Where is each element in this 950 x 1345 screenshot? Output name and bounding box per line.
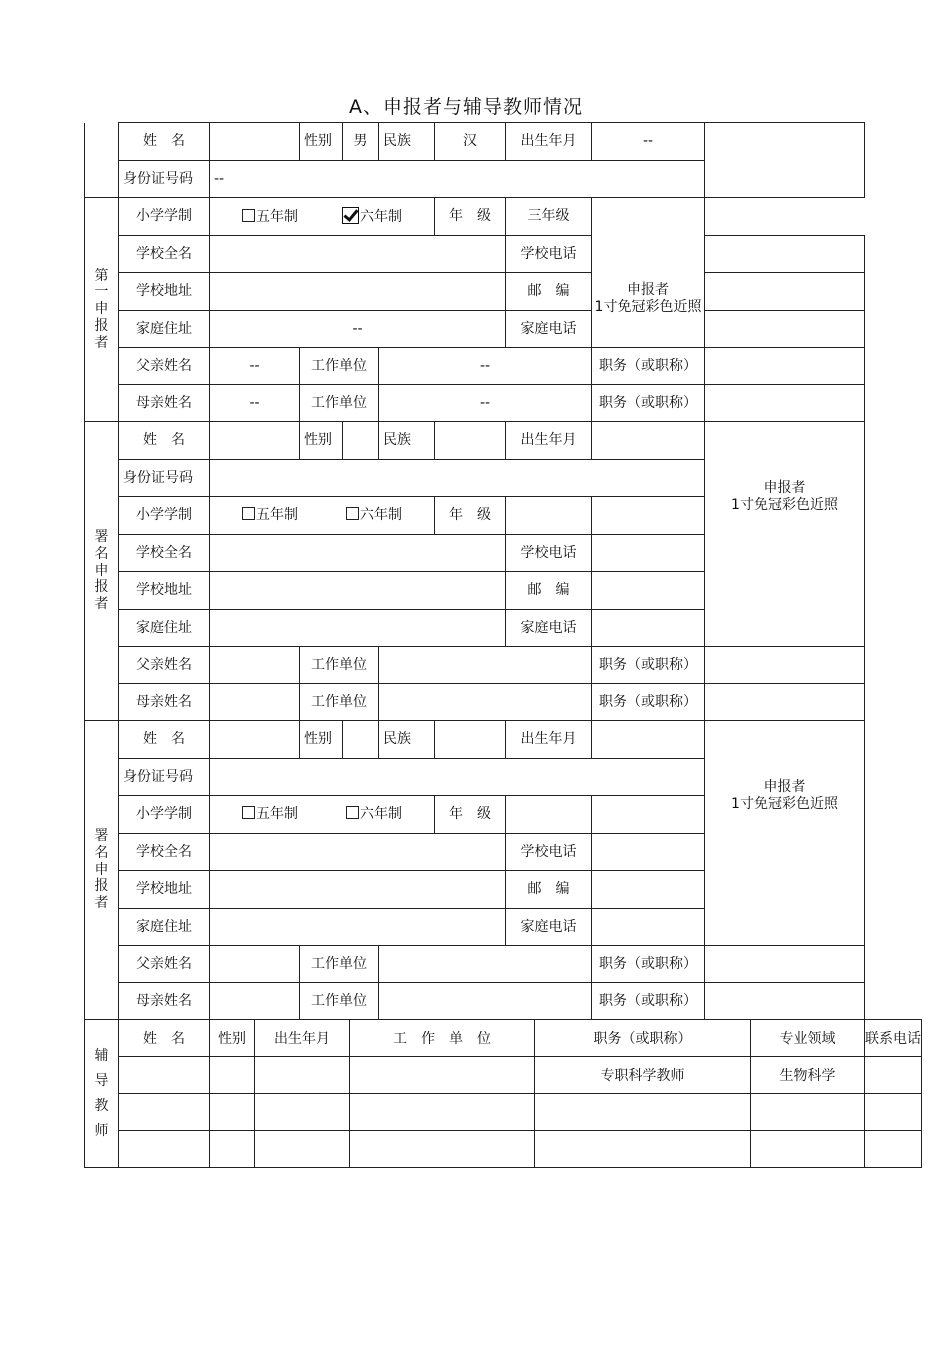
father-position-value[interactable] [705, 946, 865, 983]
school-address-label: 学校地址 [119, 273, 210, 311]
photo-placeholder [592, 198, 705, 348]
school-system-options [210, 796, 435, 834]
school-name-label: 学校全名 [119, 834, 210, 871]
teacher-cell[interactable] [119, 1057, 210, 1094]
teacher-cell[interactable] [255, 1094, 350, 1131]
school-phone-label: 学校电话 [506, 535, 592, 572]
teacher-header-5: 专业领域 [751, 1020, 865, 1057]
mother-label: 母亲姓名 [119, 684, 210, 721]
checkbox-icon[interactable] [346, 806, 359, 819]
teacher-header-6: 联系电话 [865, 1020, 922, 1057]
home-phone-label: 家庭电话 [506, 610, 592, 647]
father-label: 父亲姓名 [119, 946, 210, 983]
checkbox-icon[interactable] [242, 507, 255, 520]
school-address-value[interactable] [210, 871, 506, 909]
mother-work-unit-value[interactable] [379, 983, 592, 1020]
teacher-table [84, 1019, 922, 1168]
birth-value[interactable]: -- [592, 123, 705, 161]
mother-position-value[interactable] [705, 983, 865, 1020]
name-label: 姓 名 [119, 422, 210, 460]
photo-label: 申报者 [627, 282, 669, 298]
home-phone-value[interactable] [592, 610, 705, 647]
postcode-label: 邮 编 [506, 273, 592, 311]
gender-label: 性别 [300, 123, 343, 161]
checkbox-icon[interactable] [346, 507, 359, 520]
id-value[interactable] [210, 759, 705, 796]
id-label: 身份证号码 [119, 759, 210, 796]
photo-top-blank [705, 123, 865, 198]
mother-work-unit-label: 工作单位 [300, 983, 379, 1020]
mother-label: 母亲姓名 [119, 983, 210, 1020]
page-title: A、申报者与辅导教师情况 [349, 96, 583, 118]
father-position-label: 职务（或职称） [592, 348, 705, 385]
mother-label: 母亲姓名 [119, 385, 210, 422]
home-phone-value[interactable] [705, 311, 865, 348]
birth-value[interactable] [592, 721, 705, 759]
school-name-label: 学校全名 [119, 535, 210, 572]
birth-value[interactable] [592, 422, 705, 460]
teacher-cell[interactable] [210, 1131, 255, 1168]
birth-label: 出生年月 [506, 721, 592, 759]
school-name-value[interactable] [210, 236, 506, 273]
teacher-header-1: 性别 [210, 1020, 255, 1057]
checkbox-icon[interactable] [242, 209, 255, 222]
home-address-label: 家庭住址 [119, 610, 210, 647]
photo-size-label: 1寸免冠彩色近照 [731, 795, 838, 812]
checkbox-icon[interactable] [242, 806, 255, 819]
school-system-label: 小学学制 [119, 497, 210, 535]
photo-label: 申报者 [763, 480, 806, 496]
father-work-unit-value[interactable] [379, 946, 592, 983]
father-work-unit-value[interactable] [379, 647, 592, 684]
teacher-cell[interactable] [350, 1057, 535, 1094]
ethnicity-value[interactable]: 汉 [435, 123, 506, 161]
father-work-unit-label: 工作单位 [300, 348, 379, 385]
father-position-label: 职务（或职称） [592, 647, 705, 684]
side-label-blank [85, 123, 119, 198]
teacher-cell[interactable] [255, 1131, 350, 1168]
option-six-year: 六年制 [360, 806, 402, 823]
postcode-label: 邮 编 [506, 572, 592, 610]
father-work-unit-value[interactable]: -- [379, 348, 592, 385]
id-value[interactable]: -- [210, 161, 705, 198]
postcode-value[interactable] [705, 273, 865, 311]
birth-label: 出生年月 [506, 123, 592, 161]
home-address-value[interactable]: -- [210, 311, 506, 348]
mother-name-value[interactable] [210, 684, 300, 721]
school-phone-value[interactable] [592, 834, 705, 871]
name-value[interactable] [210, 123, 300, 161]
applicant-side-label: 署 名 申 报 者 [85, 721, 119, 1020]
mother-work-unit-value[interactable]: -- [379, 385, 592, 422]
teacher-cell[interactable] [865, 1057, 922, 1094]
school-address-label: 学校地址 [119, 871, 210, 909]
school-system-label: 小学学制 [119, 796, 210, 834]
father-position-label: 职务（或职称） [592, 946, 705, 983]
home-phone-label: 家庭电话 [506, 909, 592, 946]
teacher-cell[interactable] [210, 1057, 255, 1094]
teacher-cell[interactable] [350, 1131, 535, 1168]
ethnicity-label: 民族 [379, 422, 435, 460]
teacher-header-4: 职务（或职称） [535, 1020, 751, 1057]
teacher-header-0: 姓 名 [119, 1020, 210, 1057]
school-address-label: 学校地址 [119, 572, 210, 610]
school-system-label: 小学学制 [119, 198, 210, 236]
father-work-unit-label: 工作单位 [300, 647, 379, 684]
option-five-year: 五年制 [256, 209, 298, 226]
home-address-label: 家庭住址 [119, 311, 210, 348]
father-work-unit-label: 工作单位 [300, 946, 379, 983]
teacher-cell[interactable] [210, 1094, 255, 1131]
home-address-value[interactable] [210, 610, 506, 647]
school-name-value[interactable] [210, 834, 506, 871]
gender-label: 性别 [300, 422, 343, 460]
teacher-cell[interactable]: 生物科学 [751, 1057, 865, 1094]
applicant-table [84, 122, 865, 1020]
mother-position-label: 职务（或职称） [592, 983, 705, 1020]
mother-work-unit-label: 工作单位 [300, 684, 379, 721]
teacher-cell[interactable] [751, 1131, 865, 1168]
grade-value[interactable] [506, 796, 592, 834]
father-name-value[interactable] [210, 946, 300, 983]
gender-value[interactable] [343, 721, 379, 759]
teacher-cell[interactable] [865, 1094, 922, 1131]
teacher-cell[interactable] [350, 1094, 535, 1131]
mother-work-unit-label: 工作单位 [300, 385, 379, 422]
school-address-value[interactable] [210, 572, 506, 610]
school-phone-label: 学校电话 [506, 834, 592, 871]
school-phone-label: 学校电话 [506, 236, 592, 273]
name-label: 姓 名 [119, 123, 210, 161]
photo-label: 申报者 [763, 779, 806, 795]
mother-name-value[interactable]: -- [210, 385, 300, 422]
teacher-cell[interactable] [119, 1094, 210, 1131]
grade-label: 年 级 [435, 796, 506, 834]
gender-label: 性别 [300, 721, 343, 759]
mother-position-label: 职务（或职称） [592, 684, 705, 721]
school-name-label: 学校全名 [119, 236, 210, 273]
grade-label: 年 级 [435, 497, 506, 535]
id-label: 身份证号码 [119, 161, 210, 198]
teacher-cell[interactable] [255, 1057, 350, 1094]
option-five-year: 五年制 [256, 507, 298, 524]
photo-size-label: 1寸免冠彩色近照 [594, 298, 702, 315]
home-phone-value[interactable] [592, 909, 705, 946]
father-label: 父亲姓名 [119, 647, 210, 684]
applicant-side-label: 署 名 申 报 者 [85, 422, 119, 721]
home-address-label: 家庭住址 [119, 909, 210, 946]
applicant-side-label: 第 一 申 报 者 [85, 198, 119, 422]
teacher-cell[interactable] [119, 1131, 210, 1168]
teacher-cell[interactable] [535, 1094, 751, 1131]
school-phone-value[interactable] [705, 236, 865, 273]
photo-size-label: 1寸免冠彩色近照 [731, 496, 838, 513]
ethnicity-label: 民族 [379, 721, 435, 759]
teacher-header-2: 出生年月 [255, 1020, 350, 1057]
father-position-value[interactable] [705, 647, 865, 684]
father-name-value[interactable]: -- [210, 348, 300, 385]
postcode-value[interactable] [592, 572, 705, 610]
mother-position-value[interactable] [705, 385, 865, 422]
mother-position-label: 职务（或职称） [592, 385, 705, 422]
name-value[interactable] [210, 721, 300, 759]
teacher-cell[interactable] [535, 1131, 751, 1168]
id-value[interactable] [210, 460, 705, 497]
checked-checkbox-icon[interactable] [342, 207, 359, 224]
teacher-cell[interactable] [751, 1094, 865, 1131]
ethnicity-value[interactable] [435, 422, 506, 460]
grade-value[interactable] [506, 497, 592, 535]
home-address-value[interactable] [210, 909, 506, 946]
school-system-options [210, 497, 435, 535]
id-label: 身份证号码 [119, 460, 210, 497]
photo-placeholder [705, 721, 865, 946]
grade-value[interactable]: 三年级 [506, 198, 592, 236]
birth-label: 出生年月 [506, 422, 592, 460]
school-address-value[interactable] [210, 273, 506, 311]
school-name-value[interactable] [210, 535, 506, 572]
name-value[interactable] [210, 422, 300, 460]
mother-name-value[interactable] [210, 983, 300, 1020]
postcode-label: 邮 编 [506, 871, 592, 909]
teacher-cell[interactable] [865, 1131, 922, 1168]
mother-work-unit-value[interactable] [379, 684, 592, 721]
option-six-year: 六年制 [360, 209, 402, 226]
father-label: 父亲姓名 [119, 348, 210, 385]
name-label: 姓 名 [119, 721, 210, 759]
home-phone-label: 家庭电话 [506, 311, 592, 348]
ethnicity-label: 民族 [379, 123, 435, 161]
postcode-value[interactable] [592, 871, 705, 909]
option-six-year: 六年制 [360, 507, 402, 524]
teacher-side-label: 辅 导 教 师 [85, 1020, 119, 1168]
option-five-year: 五年制 [256, 806, 298, 823]
ethnicity-value[interactable] [435, 721, 506, 759]
father-position-value[interactable] [705, 348, 865, 385]
gender-value[interactable]: 男 [343, 123, 379, 161]
teacher-cell[interactable]: 专职科学教师 [535, 1057, 751, 1094]
father-name-value[interactable] [210, 647, 300, 684]
school-system-options [210, 198, 435, 236]
school-phone-value[interactable] [592, 535, 705, 572]
photo-placeholder [705, 422, 865, 647]
mother-position-value[interactable] [705, 684, 865, 721]
teacher-header-3: 工 作 单 位 [350, 1020, 535, 1057]
gender-value[interactable] [343, 422, 379, 460]
grade-label: 年 级 [435, 198, 506, 236]
